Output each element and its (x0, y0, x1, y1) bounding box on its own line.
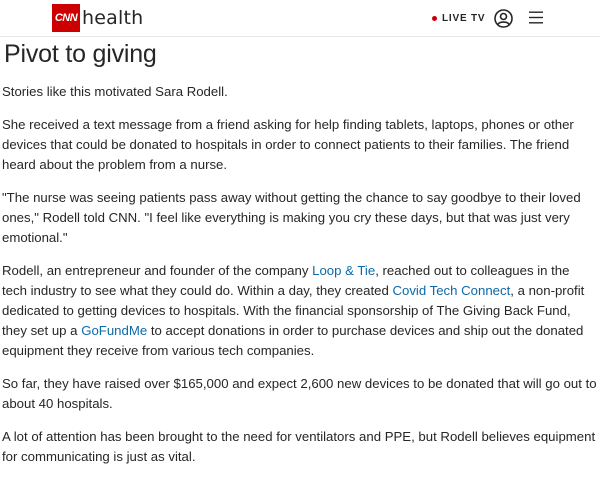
live-dot-icon (432, 16, 437, 21)
paragraph-6: A lot of attention has been brought to the need for ventilators and PPE, but Rodell believes equipment for communicating is just as vital. (2, 429, 596, 464)
live-tv-link[interactable] (432, 11, 485, 25)
live-tv-label: LIVE TV (442, 12, 486, 24)
p4-text-1: Rodell, an entrepreneur and founder of the company (2, 263, 313, 278)
hamburger-menu-icon[interactable] (529, 11, 543, 24)
loop-and-tie-link[interactable]: Loop & Tie (312, 263, 376, 278)
article-body (2, 82, 598, 480)
paragraph-2: She received a text message from a friend asking for help finding tablets, laptops, phones or other devices that could be donated to hospitals in order to connect patients to their families. The friend heard about the problem from a nurse. (2, 117, 574, 172)
user-account-icon[interactable] (494, 9, 513, 28)
p4-text-2: , reached out to colleagues in the tech industry to see what they could do. Within a day, they created (2, 263, 570, 298)
p4-text-4: to accept donations in order to purchase devices and ship out the donated equipment they receive from various tech companies. (2, 323, 584, 358)
section-name[interactable]: health (82, 7, 144, 29)
paragraph-1: Stories like this motivated Sara Rodell. (2, 84, 228, 99)
paragraph-3: "The nurse was seeing patients pass away without getting the chance to say goodbye to their loved ones," Rodell told CNN. "I feel like everything is making you cry these days, but that was just very emotional." (2, 190, 581, 245)
cnn-health-logo[interactable] (52, 4, 143, 32)
gofundme-link[interactable]: GoFundMe (81, 323, 148, 338)
paragraph-4 (2, 261, 598, 361)
site-header (0, 0, 600, 37)
covid-tech-connect-link[interactable]: Covid Tech Connect (392, 283, 511, 298)
article-heading: Pivot to giving (4, 40, 157, 68)
paragraph-5: So far, they have raised over $165,000 and expect 2,600 new devices to be donated that will go out to about 40 hospitals. (2, 376, 597, 411)
p4-text-3: , a non-profit dedicated to getting devices to hospitals. With the financial sponsorship of The Giving Back Fund, they set up a (2, 283, 585, 338)
cnn-logo[interactable]: CNN (52, 4, 80, 32)
